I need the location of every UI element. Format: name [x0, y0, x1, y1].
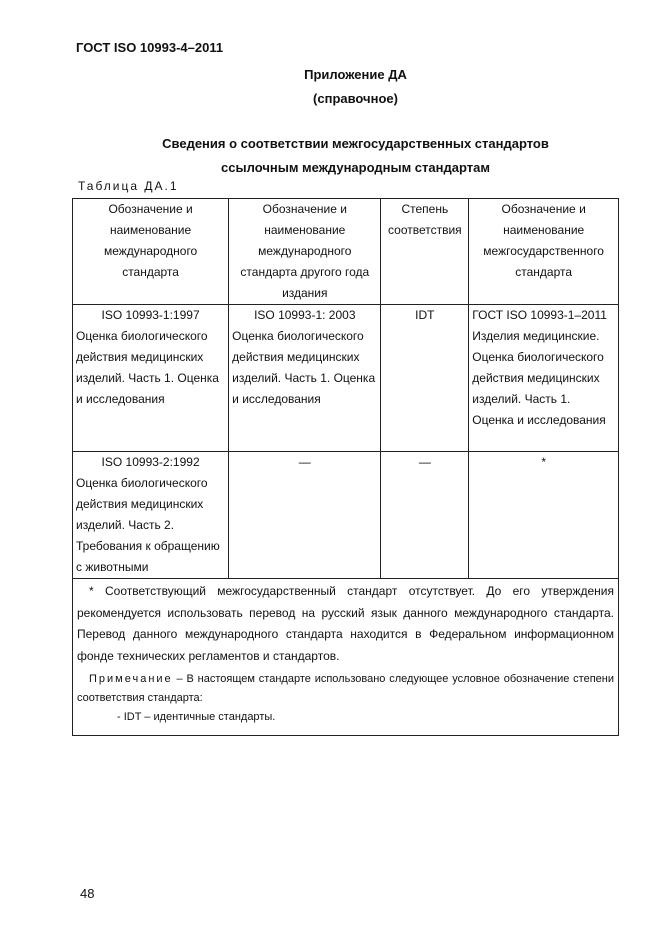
other-standard-code: ISO 10993-1: 2003 — [254, 308, 356, 322]
table-header-row — [73, 199, 619, 305]
table-notes-cell — [73, 579, 619, 736]
document-code: ГОСТ ISO 10993-4–2011 — [76, 40, 224, 55]
other-standard-name: Оценка биологического действия медицинских изделий. Часть 1. Оценка и исследования — [232, 329, 376, 406]
header-other-year-standard: Обозначение и наименование международного стандарта другого года издания — [229, 199, 381, 305]
intl-standard-code: ISO 10993-2:1992 — [101, 455, 200, 469]
intl-standard-name: Оценка биологического действия медицинских изделий. Часть 2. Требования к обращению с животными — [76, 476, 220, 574]
cell-degree: — — [381, 452, 469, 579]
table-row — [73, 452, 619, 579]
annex-subtitle: (справочное) — [313, 91, 398, 106]
section-heading-line2: ссылочным международным стандартам — [221, 160, 490, 175]
note-text: – В настоящем стандарте использовано следующее условное обозначение степени соответствия стандарта: — [77, 673, 615, 704]
note-item: - IDT – идентичные стандарты. — [117, 711, 276, 723]
cell-degree: IDT — [381, 305, 469, 452]
cell-international-standard — [73, 305, 229, 452]
header-degree: Степень соответствия — [381, 199, 469, 305]
table-notes-row — [73, 579, 619, 736]
cell-other-year-standard: — — [229, 452, 381, 579]
standards-correspondence-table — [72, 198, 619, 736]
cell-other-year-standard — [229, 305, 381, 452]
note-label: Примечание — [89, 673, 173, 685]
header-international-standard: Обозначение и наименование международного стандарта — [73, 199, 229, 305]
table-caption: Таблица ДА.1 — [78, 179, 179, 193]
header-interstate-standard: Обозначение и наименование межгосударственного стандарта — [469, 199, 619, 305]
cell-interstate-standard: * — [469, 452, 619, 579]
cell-international-standard — [73, 452, 229, 579]
table-footnote: * Соответствующий межгосударственный стандарт отсутствует. До его утверждения рекомендуется использовать перевод на русский язык данного международного стандарта. Перевод данного международного стандарта находится в Федеральном информационном фонде технических регламентов и стандартов. — [77, 584, 614, 663]
page-number: 48 — [80, 886, 95, 901]
intl-standard-name: Оценка биологического действия медицинских изделий. Часть 1. Оценка и исследования — [76, 329, 219, 406]
table-row — [73, 305, 619, 452]
cell-interstate-standard: ГОСТ ISO 10993-1–2011 Изделия медицинские. Оценка биологического действия медицинских изделий. Часть 1. Оценка и исследования — [469, 305, 619, 452]
section-heading-line1: Сведения о соответствии межгосударственных стандартов — [162, 136, 549, 151]
table-note — [77, 670, 614, 708]
intl-standard-code: ISO 10993-1:1997 — [101, 308, 200, 322]
annex-title: Приложение ДА — [304, 67, 407, 82]
